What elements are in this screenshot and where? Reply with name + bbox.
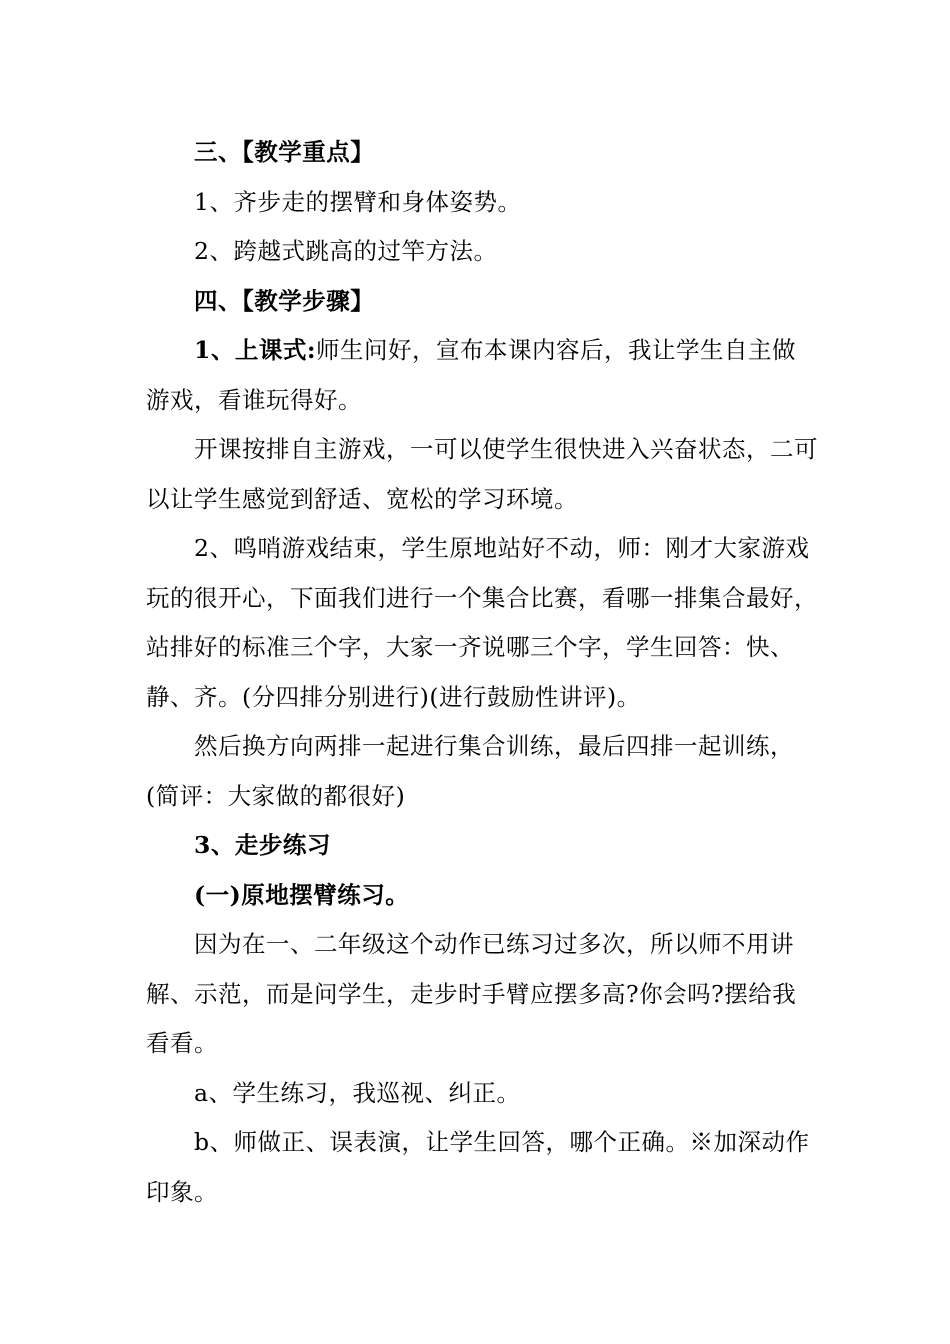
step2-paragraph: 2、鸣哨游戏结束，学生原地站好不动，师：刚才大家游戏玩的很开心，下面我们进行一个集合比赛，看哪一排集合最好，站排好的标准三个字，大家一齐说哪三个字，学生回答：快、静、齐。(分四排分别进行)(进行鼓励性讲评)。 xyxy=(146,534,818,711)
step1-text: 师生问好，宣布本课内容后，我让学生自主做游戏，看谁玩得好。 xyxy=(146,336,797,414)
section3-heading: 三、【教学重点】 xyxy=(194,138,375,166)
key-point-2: 2、跨越式跳高的过竿方法。 xyxy=(194,237,498,265)
step1-note: 开课按排自主游戏，一可以使学生很快进入兴奋状态，二可以让学生感觉到舒适、宽松的学习环境。 xyxy=(146,435,818,513)
step1-label: 1、上课式: xyxy=(194,336,317,364)
section4-heading: 四、【教学步骤】 xyxy=(194,286,375,315)
document-body xyxy=(146,128,818,1217)
sub1-paragraph: 因为在一、二年级这个动作已练习过多次，所以师不用讲解、示范，而是问学生，走步时手臂应摆多高?你会吗?摆给我看看。 xyxy=(146,930,797,1057)
sub1-heading: (一)原地摆臂练习。 xyxy=(194,880,410,909)
item-b: b、师做正、误表演，让学生回答，哪个正确。※加深动作印象。 xyxy=(146,1128,810,1206)
step1-paragraph xyxy=(146,326,818,425)
step3-heading: 3、走步练习 xyxy=(194,831,331,859)
step2-followup: 然后换方向两排一起进行集合训练，最后四排一起训练，(简评：大家做的都很好) xyxy=(146,732,794,810)
item-a: a、学生练习，我巡视、纠正。 xyxy=(194,1078,521,1107)
key-point-1: 1、齐步走的摆臂和身体姿势。 xyxy=(194,187,522,216)
